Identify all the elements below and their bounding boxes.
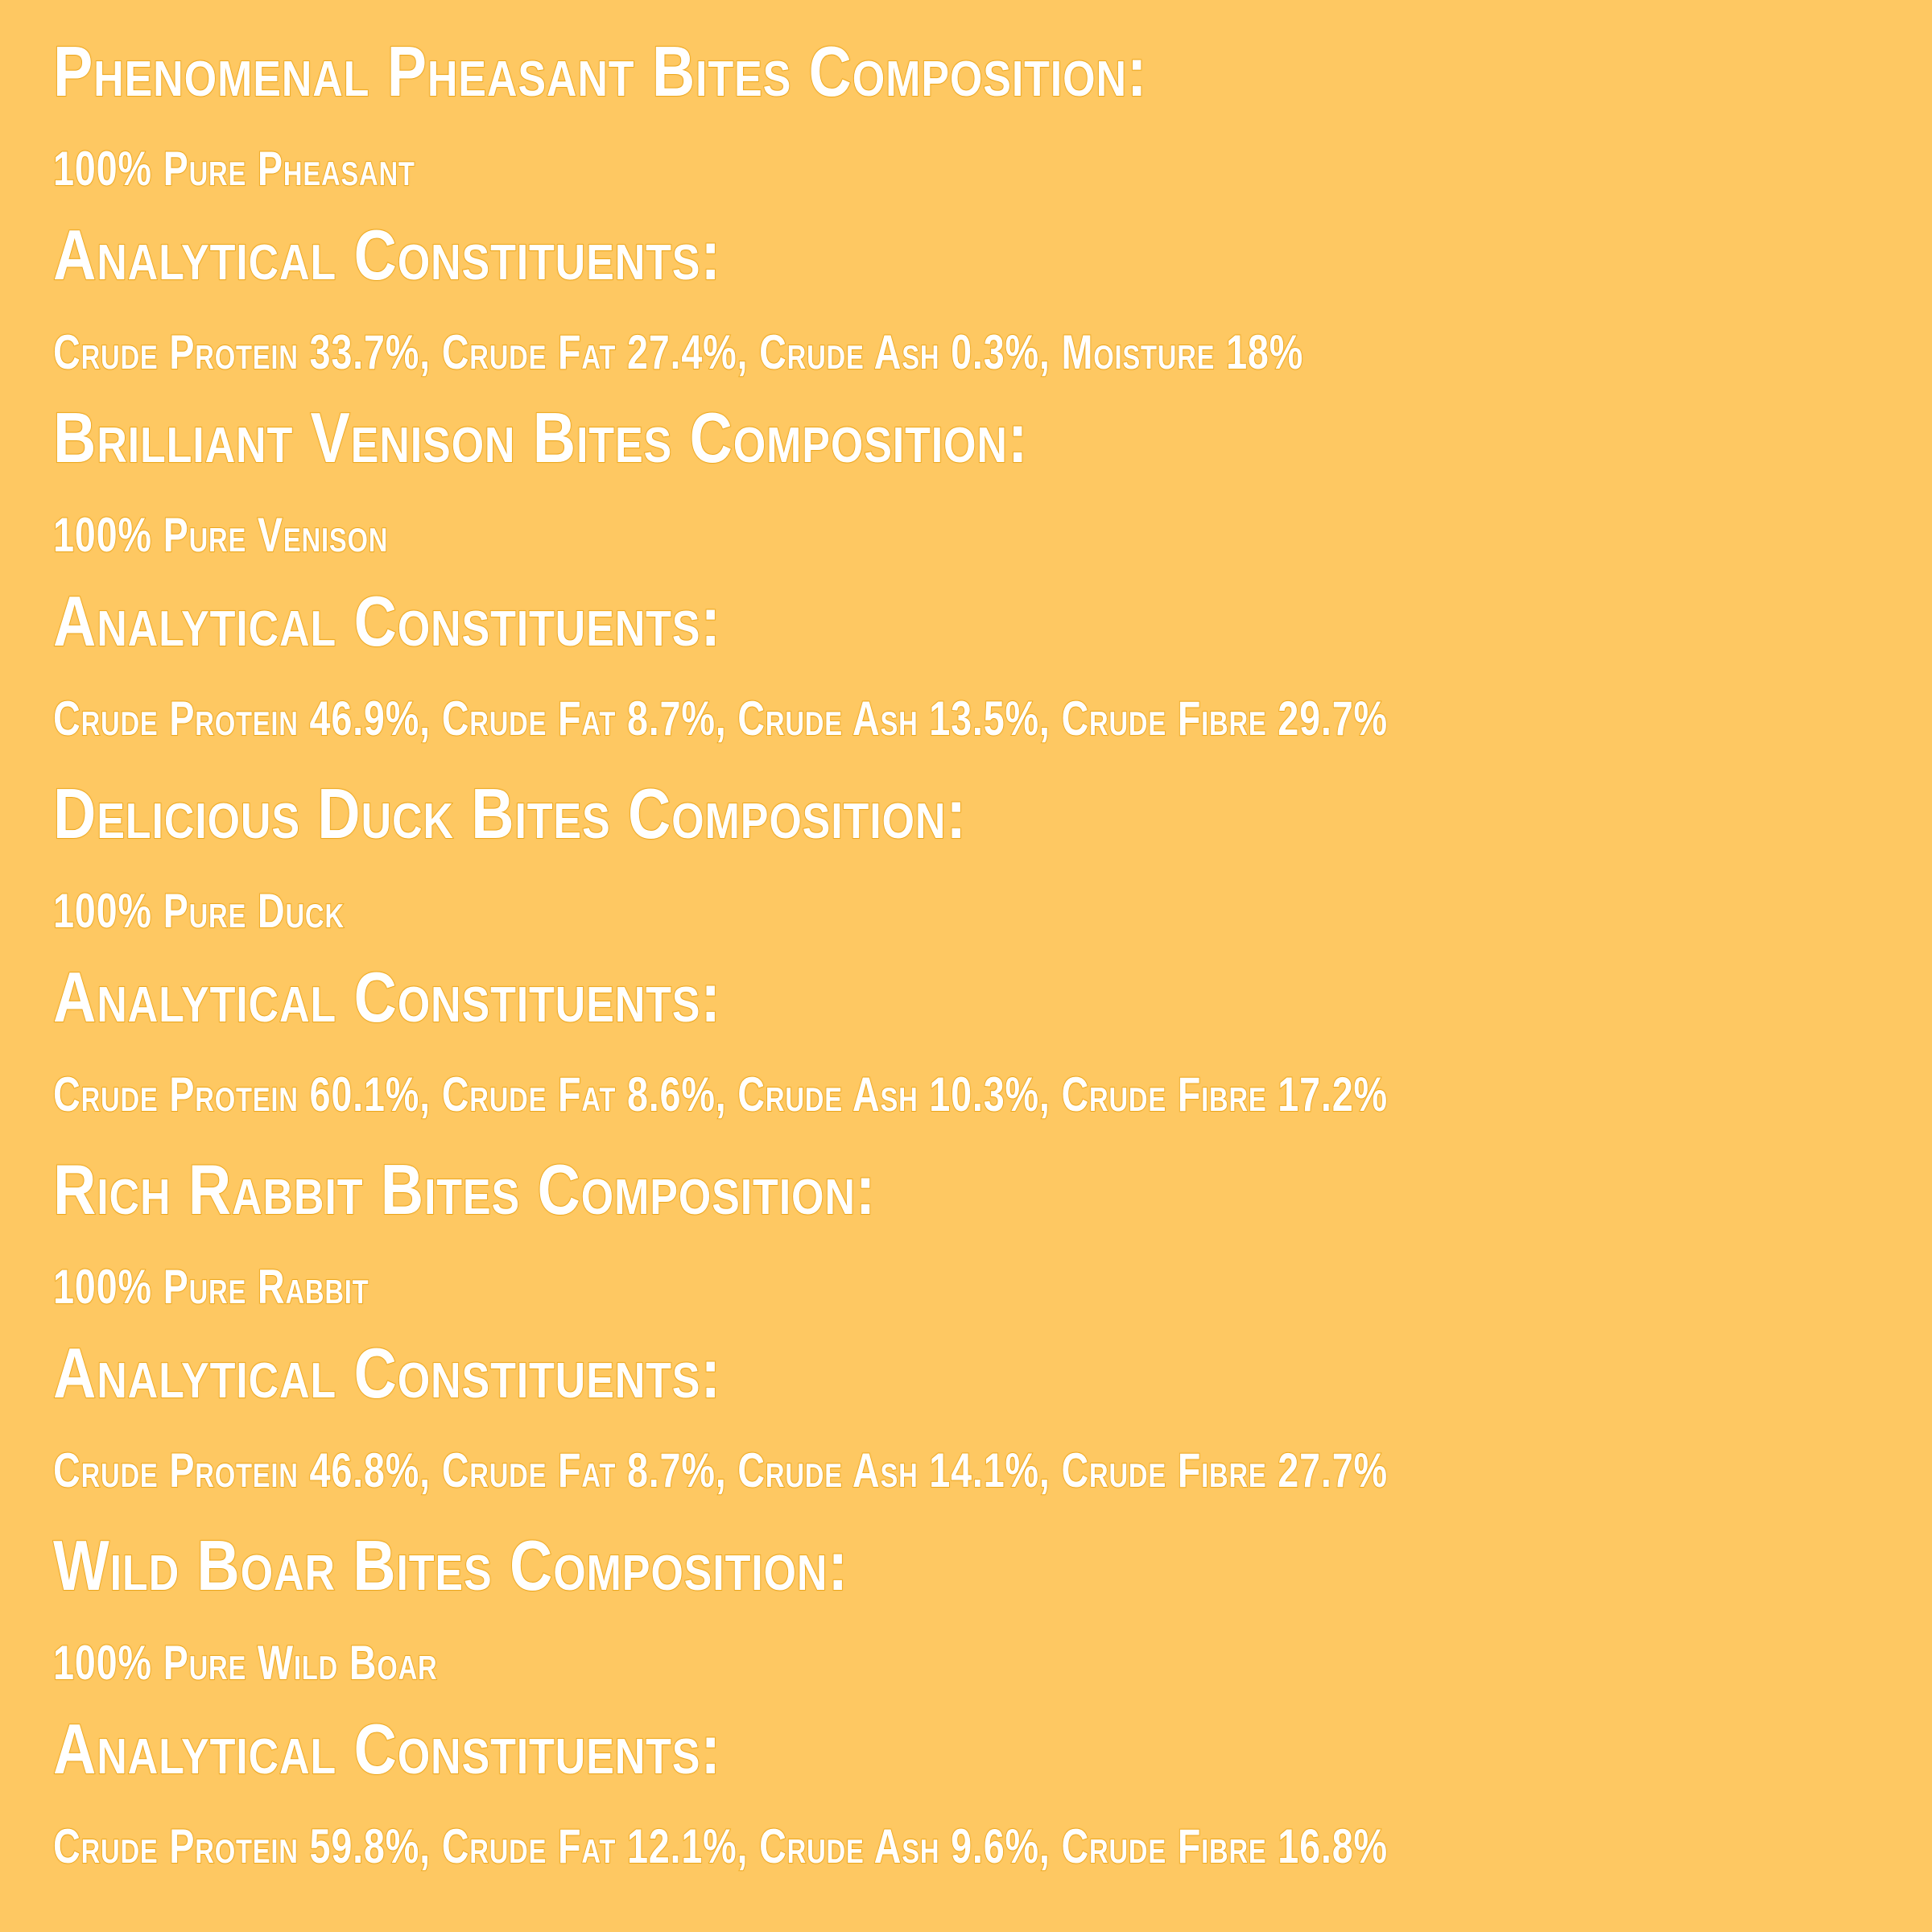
venison-composition-text: 100% Pure Venison: [53, 508, 389, 562]
wild-boar-constituents-heading: Analytical Constituents:: [53, 1709, 721, 1789]
duck-constituents-text: Crude Protein 60.1%, Crude Fat 8.6%, Crude Ash 10.3%, Crude Fibre 17.2%: [53, 1067, 1388, 1121]
pheasant-composition-heading: Phenomenal Pheasant Bites Composition:: [53, 31, 1148, 111]
venison-constituents-text: Crude Protein 46.9%, Crude Fat 8.7%, Crude Ash 13.5%, Crude Fibre 29.7%: [53, 691, 1388, 745]
venison-constituents-heading: Analytical Constituents:: [53, 581, 721, 661]
rabbit-constituents-text: Crude Protein 46.8%, Crude Fat 8.7%, Crude Ash 14.1%, Crude Fibre 27.7%: [53, 1443, 1388, 1497]
pheasant-constituents-text: Crude Protein 33.7%, Crude Fat 27.4%, Crude Ash 0.3%, Moisture 18%: [53, 325, 1304, 379]
duck-composition-heading: Delicious Duck Bites Composition:: [53, 774, 967, 853]
duck-composition-text: 100% Pure Duck: [53, 884, 345, 938]
wild-boar-constituents-text: Crude Protein 59.8%, Crude Fat 12.1%, Crude Ash 9.6%, Crude Fibre 16.8%: [53, 1819, 1388, 1873]
rabbit-composition-heading: Rich Rabbit Bites Composition:: [53, 1150, 877, 1229]
duck-constituents-heading: Analytical Constituents:: [53, 957, 721, 1037]
wild-boar-composition-text: 100% Pure Wild Boar: [53, 1636, 438, 1690]
venison-composition-heading: Brilliant Venison Bites Composition:: [53, 398, 1029, 477]
rabbit-composition-text: 100% Pure Rabbit: [53, 1260, 369, 1314]
rabbit-constituents-heading: Analytical Constituents:: [53, 1333, 721, 1413]
pheasant-constituents-heading: Analytical Constituents:: [53, 215, 721, 295]
wild-boar-composition-heading: Wild Boar Bites Composition:: [53, 1525, 848, 1605]
pheasant-composition-text: 100% Pure Pheasant: [53, 142, 415, 196]
